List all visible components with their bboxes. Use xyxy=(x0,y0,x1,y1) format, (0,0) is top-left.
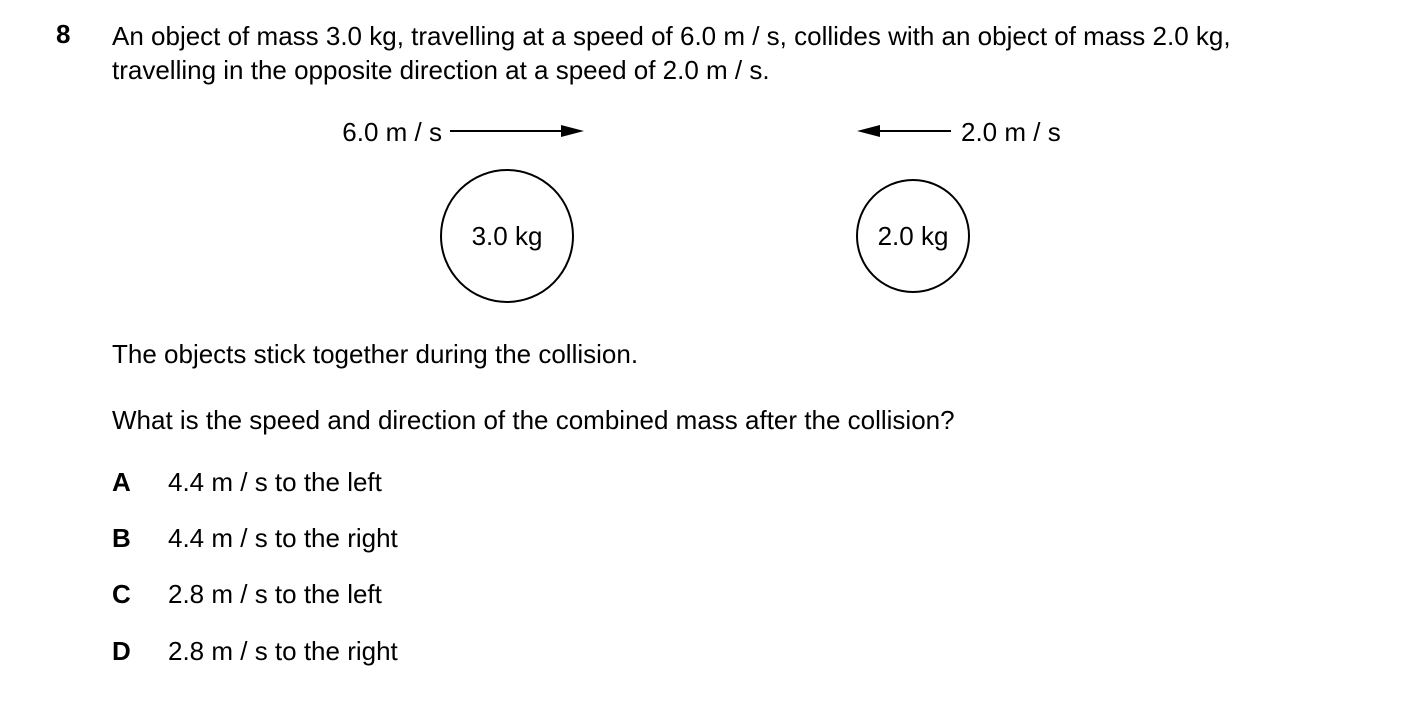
question-number: 8 xyxy=(56,19,71,49)
right-mass-label: 2.0 kg xyxy=(877,221,949,251)
option-text: 4.4 m / s to the left xyxy=(168,467,382,497)
option-text: 4.4 m / s to the right xyxy=(168,523,398,553)
option-text: 2.8 m / s to the left xyxy=(168,579,382,609)
stick-statement: The objects stick together during the collision. xyxy=(112,339,639,369)
right-velocity-label: 2.0 m / s xyxy=(961,117,1061,147)
stem-line-1: An object of mass 3.0 kg, travelling at a speed of 6.0 m / s, collides with an object of mass 2.0 kg, xyxy=(112,21,1231,51)
option-letter: A xyxy=(112,467,131,497)
option-letter: D xyxy=(112,636,131,666)
option-c[interactable] xyxy=(112,579,382,610)
option-d[interactable] xyxy=(112,636,398,667)
option-letter: C xyxy=(112,579,131,609)
left-velocity-label: 6.0 m / s xyxy=(342,117,442,147)
option-text: 2.8 m / s to the right xyxy=(168,636,398,666)
option-a[interactable] xyxy=(112,467,382,498)
stem-line-2: travelling in the opposite direction at a speed of 2.0 m / s. xyxy=(112,55,770,85)
option-b[interactable] xyxy=(112,523,398,554)
option-letter: B xyxy=(112,523,131,553)
right-arrowhead-icon xyxy=(561,125,584,137)
left-mass-label: 3.0 kg xyxy=(471,221,543,251)
question-prompt: What is the speed and direction of the combined mass after the collision? xyxy=(112,405,955,435)
